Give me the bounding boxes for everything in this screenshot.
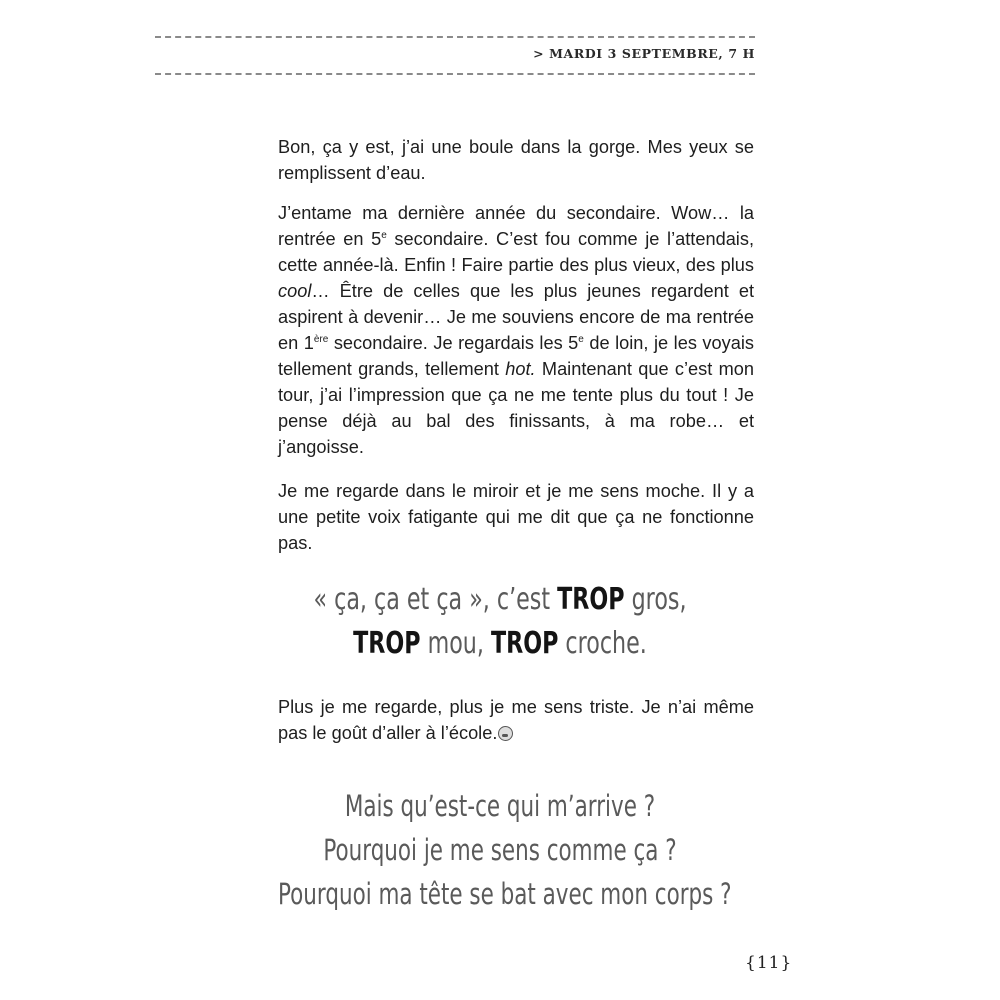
quote1-line2-text-b: croche. [558,626,647,661]
pull-quote-1 [278,578,722,666]
header-rule-top [155,36,755,38]
p2-em-cool: cool [278,281,312,301]
p2-part-d: secondaire. Je regardais les 5 [328,333,579,353]
p2-em-hot: hot. [505,359,536,379]
paragraph-2 [278,200,754,460]
quote1-line2-text-a: mou, [420,626,491,661]
header-rule-bottom [155,73,755,75]
quote2-line-2: Pourquoi je me sens comme ça ? [323,833,677,867]
paragraph-1 [278,134,754,186]
crying-face-icon [498,726,513,741]
p2-sup-2: ère [313,334,329,345]
quote1-emphasis-trop-3: TROP [490,626,559,661]
p2-part-a: J’entame ma dernière année du secondaire. Wow… la rentrée en 5 [278,203,754,249]
quote2-line-1: Mais qu’est-ce qui m’arrive ? [344,789,656,823]
paragraph-4-text [278,694,754,746]
quote1-line-2 [278,622,722,666]
p2-sup-3: e [578,334,584,345]
quote1-emphasis-trop-2: TROP [353,626,421,661]
p2-part-b: secondaire. C’est fou comme je l’attendais, cette année-là. Enfin ! Faire partie des plus vieux, des plus [278,229,754,275]
quote1-line1-text-a: « ça, ça et ça », c’est [313,582,558,617]
p2-part-c: … Être de celles que les plus jeunes regardent et aspirent à devenir… Je me souviens encore de ma rentrée en 1 [278,281,754,353]
paragraph-3-text: Je me regarde dans le miroir et je me sens moche. Il y a une petite voix fatigante qui me dit que ça ne fonctionne pas. [278,481,754,553]
pull-quote-2 [278,784,732,916]
quote1-line-1 [278,578,722,622]
p2-part-e: de loin, je les voyais tellement grands, tellement [278,333,754,379]
page-number: {11} [745,953,793,973]
paragraph-3 [278,478,754,556]
paragraph-2-text [278,200,754,460]
paragraph-1-text: Bon, ça y est, j’ai une boule dans la gorge. Mes yeux se remplissent d’eau. [278,137,754,183]
quote2-line-3: Pourquoi ma tête se bat avec mon corps ? [278,877,732,911]
quote1-emphasis-trop: TROP [557,582,625,617]
paragraph-4-body: Plus je me regarde, plus je me sens triste. Je n’ai même pas le goût d’aller à l’école. [278,697,754,743]
p2-sup-1: e [381,230,387,241]
p2-part-f: Maintenant que c’est mon tour, j’ai l’impression que ça ne me tente plus du tout ! Je pense déjà au bal des finissants, à ma robe… et j’angoisse. [278,359,755,457]
chapter-date-header: > MARDI 3 SEPTEMBRE, 7 H [533,46,755,61]
paragraph-4 [278,694,754,746]
quote1-line1-text-b: gros, [624,582,687,617]
